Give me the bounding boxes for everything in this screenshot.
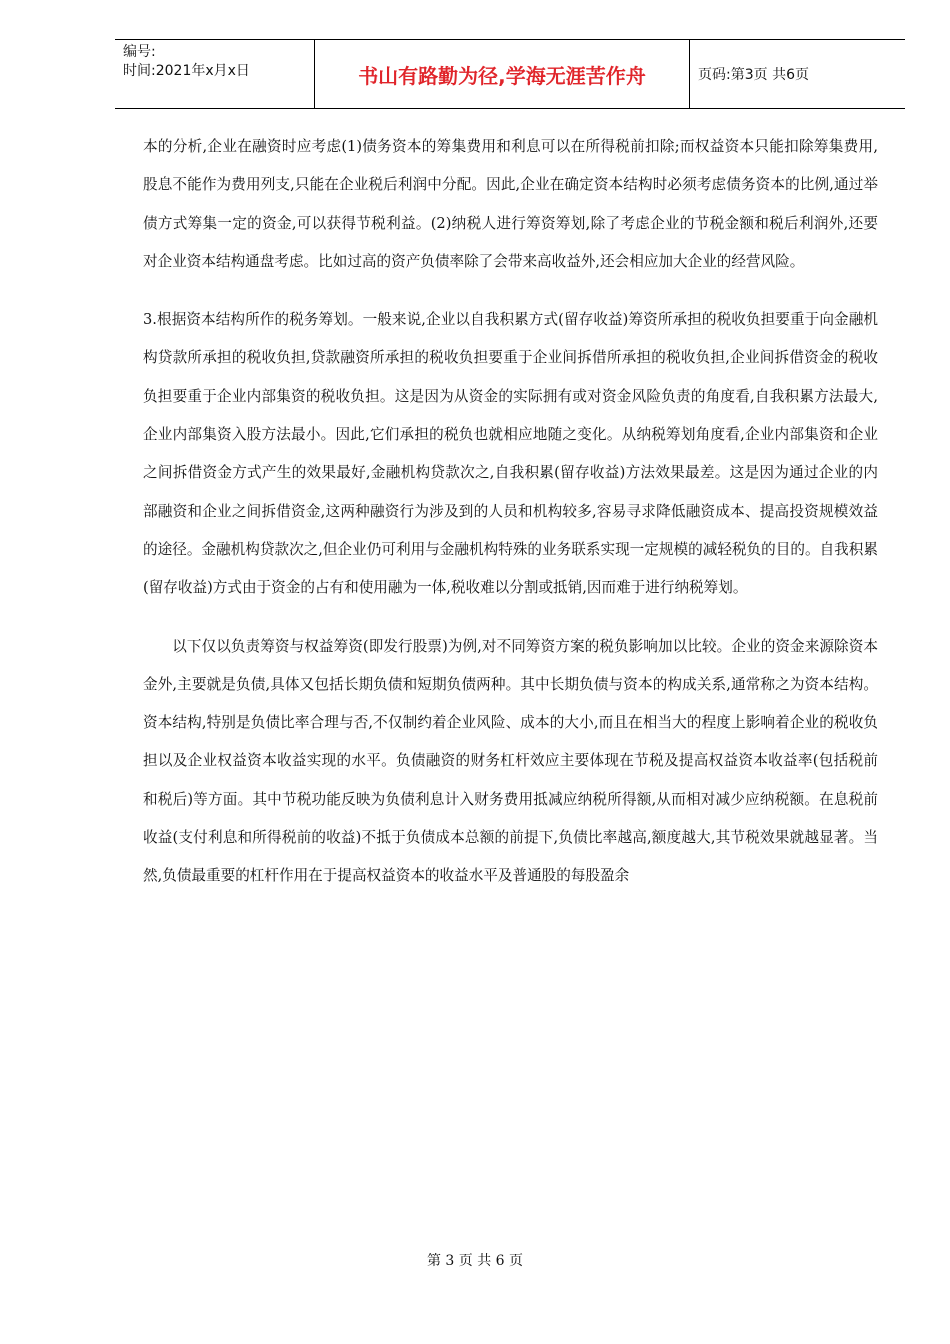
page-footer: 第 3 页 共 6 页 xyxy=(426,1253,524,1269)
number-label: 编号: xyxy=(123,44,156,60)
header-page-info: 页码:第3页 共6页 xyxy=(698,67,809,83)
time-label: 时间:2021年x月x日 xyxy=(123,63,250,79)
paragraph-3: 以下仅以负责筹资与权益筹资(即发行股票)为例,对不同筹资方案的税负影响加以比较。企业的资金来源除资本金外,主要就是负债,具体又包括长期负债和短期负债两种。其中长期负债与资本的构成关系,通常称之为资本结构。资本结构,特别是负债比率合理与否,不仅制约着企业风险、成本的大小,而且在相当大的程度上影响着企业的税收负担以及企业权益资本收益实现的水平。负债融资的财务杠杆效应主要体现在节税及提高权益资本收益率(包括税前和税后)等方面。其中节税功能反映为负债利息计入财务费用抵减应纳税所得额,从而相对减少应纳税额。在息税前收益(支付利息和所得税前的收益)不抵于负债成本总额的前提下,负债比率越高,额度越大,其节税效果就越显著。当然,负债最重要的杠杆作用在于提高权益资本的收益水平及普通股的每股盈余 xyxy=(143,637,878,885)
document-body xyxy=(143,128,878,896)
page-header xyxy=(115,39,905,109)
header-meta xyxy=(115,40,315,108)
paragraph-2: 3.根据资本结构所作的税务筹划。一般来说,企业以自我积累方式(留存收益)筹资所承担的税收负担要重于向金融机构贷款所承担的税收负担,贷款融资所承担的税收负担要重于企业间拆借所承担的税收负担,企业间拆借资金的税收负担要重于企业内部集资的税收负担。这是因为从资金的实际拥有或对资金风险负责的角度看,自我积累方法最大,企业内部集资入股方法最小。因此,它们承担的税负也就相应地随之变化。从纳税筹划角度看,企业内部集资和企业之间拆借资金方式产生的效果最好,金融机构贷款次之,自我积累(留存收益)方法效果最差。这是因为通过企业的内部融资和企业之间拆借资金,这两种融资行为涉及到的人员和机构较多,容易寻求降低融资成本、提高投资规模效益的途径。金融机构贷款次之,但企业仍可利用与金融机构特殊的业务联系实现一定规模的减轻税负的目的。自我积累(留存收益)方式由于资金的占有和使用融为一体,税收难以分割或抵销,因而难于进行纳税筹划。 xyxy=(143,311,878,597)
paragraph-1: 本的分析,企业在融资时应考虑(1)债务资本的筹集费用和利息可以在所得税前扣除;而权益资本只能扣除筹集费用,股息不能作为费用列支,只能在企业税后利润中分配。因此,企业在确定资本结构时必须考虑债务资本的比例,通过举债方式筹集一定的资金,可以获得节税利益。(2)纳税人进行筹资筹划,除了考虑企业的节税金额和税后利润外,还要对企业资本结构通盘考虑。比如过高的资产负债率除了会带来高收益外,还会相应加大企业的经营风险。 xyxy=(143,138,878,270)
header-motto: 书山有路勤为径,学海无涯苦作舟 xyxy=(315,40,690,108)
